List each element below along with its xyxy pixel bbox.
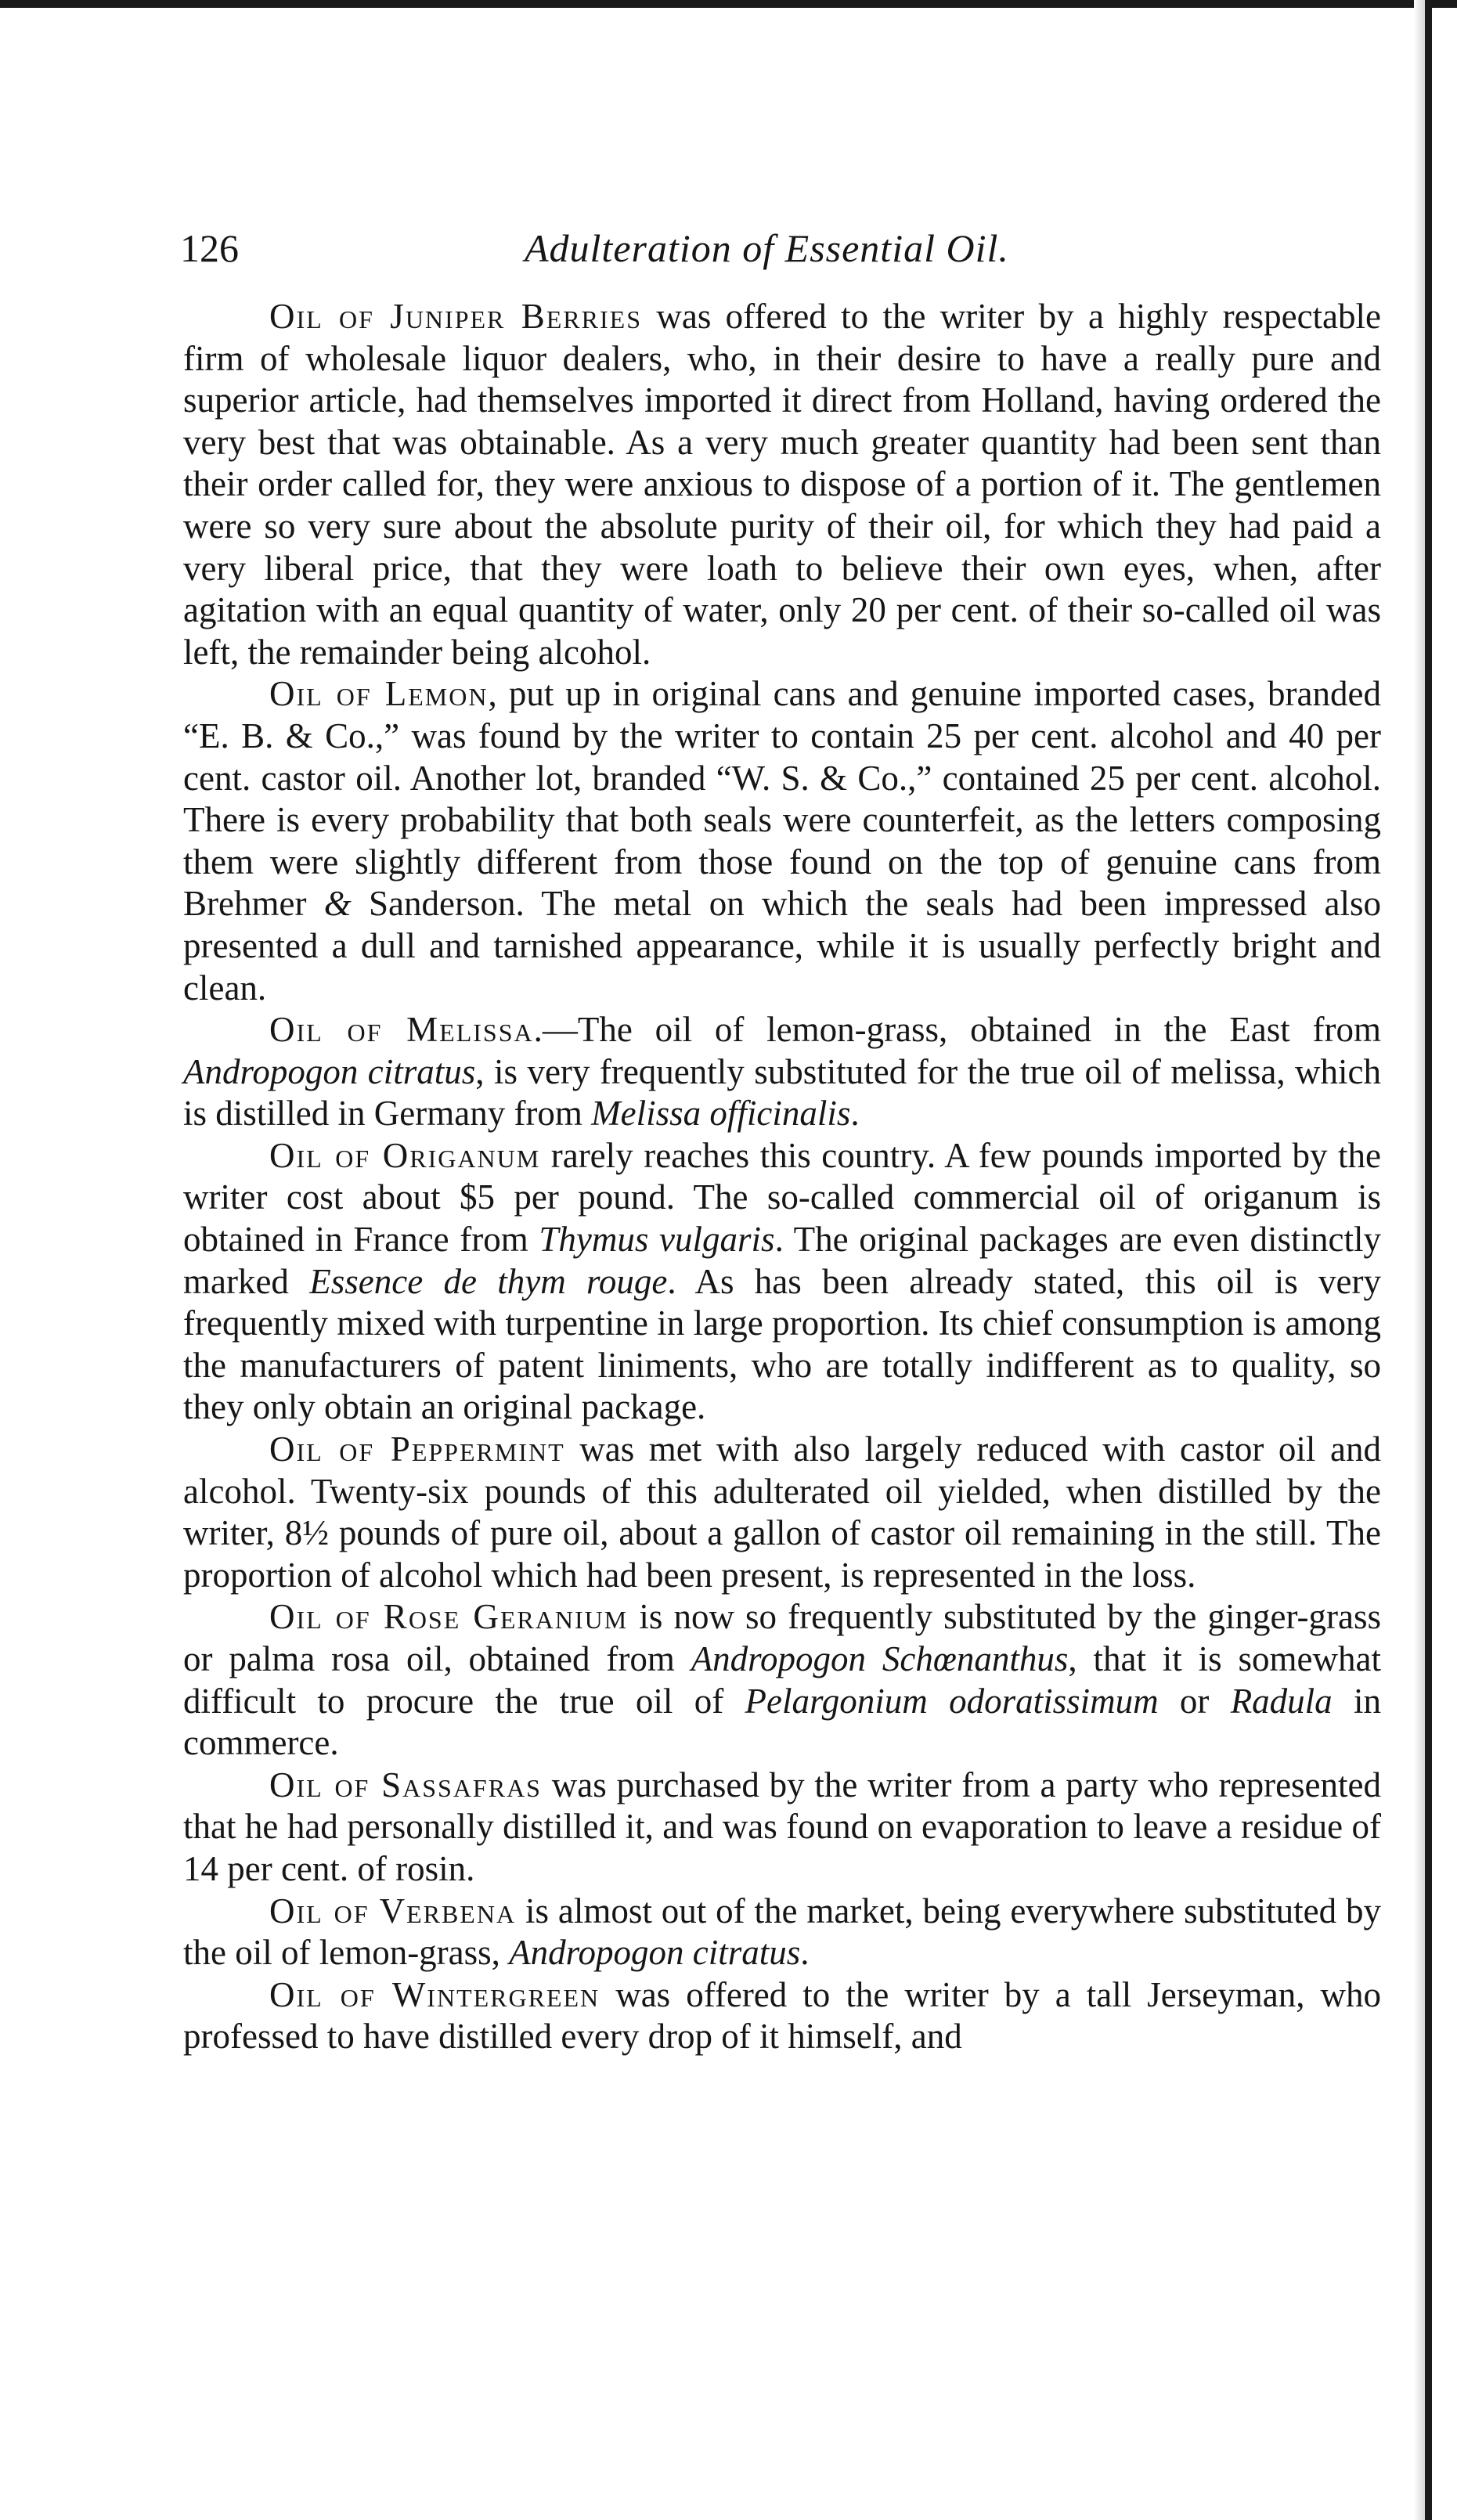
paragraph: [183, 673, 1381, 1009]
page-number: 126: [180, 226, 239, 270]
paragraph-heading: Oil of Wintergreen: [269, 1974, 600, 2014]
paragraph-heading: Oil of Lemon: [269, 674, 489, 714]
italic-text: Radula: [1230, 1681, 1333, 1721]
body-text: is almost out of the market, being everywhere substituted by the oil of lemon-grass,: [183, 1891, 1381, 1973]
body-text: . The original packages are even distinctly marked: [183, 1220, 1382, 1301]
top-scan-border: [0, 0, 1457, 8]
italic-text: Andropogon citratus: [509, 1933, 801, 1973]
body-text: is now so frequently substituted by the ginger-grass or palma rosa oil, obtained from: [183, 1597, 1381, 1678]
paragraph-heading: Oil of Melissa: [269, 1010, 534, 1050]
italic-text: Andropogon Schœnanthus: [691, 1639, 1069, 1678]
paragraph-heading: Oil of Juniper Berries: [269, 297, 642, 336]
body-text: was purchased by the writer from a party who represented that he had personally distilled it, and was found on evaporation to leave a residue of 14 per cent. of rosin.: [183, 1765, 1381, 1888]
body-text: was offered to the writer by a highly respectable firm of wholesale liquor dealers, who, in their desire to have a really pure and superior article, had themselves imported it direct from Holland, having ordered the very best that was obtainable. As a very much greater quantity had been sent than their order called for, they were anxious to dispose of a portion of it. The gentlemen were so very sure about the absolute purity of their oil, for which they had paid a very liberal price, that they were loath to believe their own eyes, when, after agitation with an equal quantity of water, only 20 per cent. of their so-called oil was left, the remainder being alcohol.: [183, 297, 1382, 672]
italic-text: Thymus vulgaris: [539, 1220, 775, 1260]
body-text: was offered to the writer by a tall Jerseyman, who professed to have distilled every drop of it himself, and: [183, 1974, 1381, 2057]
paragraph-heading: Oil of Sassafras: [269, 1765, 542, 1804]
paragraph: [183, 1596, 1381, 1764]
body-text: .: [850, 1094, 860, 1134]
italic-text: Essence de thym rouge: [309, 1261, 668, 1301]
body-text: , is very frequently substituted for the true oil of melissa, which is distilled in Germany from: [183, 1051, 1381, 1134]
text-body: [183, 296, 1381, 2058]
body-text: , that it is somewhat difficult to procure the true oil of: [183, 1639, 1381, 1721]
paragraph: [183, 1009, 1381, 1135]
body-text: was met with also largely reduced with castor oil and alcohol. Twenty-six pounds of this adulterated oil yielded, when distilled by the writer, 8½ pounds of pure oil, about a gallon of castor oil remaining in the still. The proportion of alcohol which had been present, is represented in the loss.: [183, 1429, 1381, 1595]
running-title: Adulteration of Essential Oil.: [525, 226, 1009, 270]
italic-text: Andropogon citratus: [183, 1051, 476, 1091]
body-text: rarely reaches this country. A few pounds imported by the writer cost about $5 per pound. The so-called commercial oil of origanum is obtained in France from: [183, 1135, 1381, 1260]
body-text: . As has been already stated, this oil is very frequently mixed with turpentine in large proportion. Its chief consumption is among the manufacturers of patent liniments, who are totally indifferent as to quality, so they only obtain an original package.: [183, 1261, 1381, 1427]
paragraph-heading: Oil of Origanum: [269, 1135, 541, 1175]
body-text: , put up in original cans and genuine imported cases, branded “E. B. & Co.,” was found by the writer to contain 25 per cent. alcohol and 40 per cent. castor oil. Another lot, branded “W. S. & Co.,” contained 25 per cent. alcohol. There is every probability that both seals were counterfeit, as the letters composing them were slightly different from those found on the top of genuine cans from Brehmer: [183, 674, 1381, 924]
body-text: in commerce.: [183, 1681, 1381, 1763]
italic-text: Melissa officinalis: [591, 1094, 851, 1134]
paragraph: [183, 1429, 1381, 1596]
body-text: or: [1158, 1681, 1231, 1721]
italic-text: Pelargonium odoratissimum: [745, 1681, 1159, 1721]
page-header: [180, 221, 1120, 276]
paragraph: [183, 1974, 1381, 2058]
paragraph-heading: Oil of Peppermint: [269, 1429, 565, 1469]
paragraph-heading: Oil of Rose Geranium: [269, 1597, 629, 1637]
paragraph: [183, 1891, 1381, 1974]
body-text: Sanderson. The metal on which the seals had been impressed also presented a dull and tarnished appearance, while it is usually perfectly bright and clean.: [183, 884, 1381, 1008]
body-text: .: [800, 1933, 810, 1973]
paragraph: [183, 296, 1381, 673]
paragraph: [183, 1765, 1381, 1891]
page-edge-shadow: [1414, 0, 1425, 2520]
italic-text: &: [323, 884, 352, 924]
paragraph-heading: Oil of Verbena: [269, 1891, 517, 1931]
right-scan-border: [1425, 0, 1432, 2520]
paragraph: [183, 1135, 1381, 1429]
body-text: .—The oil of lemon-grass, obtained in the East from: [533, 1010, 1381, 1050]
